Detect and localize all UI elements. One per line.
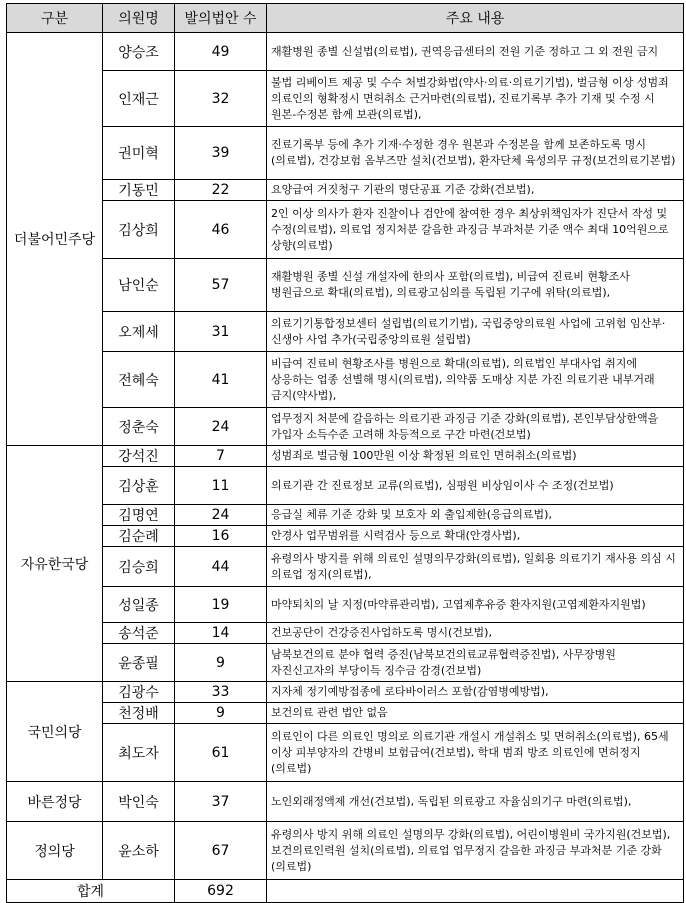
table-row	[7, 587, 684, 623]
total-bills: 692	[175, 880, 267, 903]
content-cell: 지자체 정기예방접종에 로타바이러스 포함(감염병예방법),	[267, 682, 684, 703]
table-body	[7, 33, 684, 880]
bill-count-cell: 61	[175, 724, 267, 782]
bill-count-cell: 9	[175, 644, 267, 682]
table-row	[7, 446, 684, 467]
member-name-cell: 성일종	[103, 587, 175, 623]
party-cell: 정의당	[7, 822, 103, 880]
content-cell: 마약퇴치의 날 지정(마약류관리법), 고엽제후유증 환자지원(고엽제환자지원법)	[267, 587, 684, 623]
header-bills: 발의법안 수	[175, 4, 267, 33]
content-cell: 불법 리베이트 제공 및 수수 처벌강화법(약사·의료·의료기기법), 벌금형 이상 성범죄 의료인의 형확정시 면허취소 근거마련(의료법), 진료기록부 추가 기재 및 수정 시 원본-수정본 함께 보관(의료법),	[267, 71, 684, 127]
member-name-cell: 전혜숙	[103, 352, 175, 408]
header-member: 의원명	[103, 4, 175, 33]
header-row	[7, 4, 684, 33]
content-cell: 의료기기통합정보센터 설립법(의료기기법), 국립중앙의료원 사업에 고위험 임산부·신생아 사업 추가(국립중앙의료원 설립법)	[267, 312, 684, 352]
content-cell: 남북보건의료 분야 협력 증진(남북보건의료교류협력증진법), 사무장병원 자진신고자의 부당이득 징수금 감경(건보법)	[267, 644, 684, 682]
content-cell: 응급실 체류 기준 강화 및 보호자 외 출입제한(응급의료법),	[267, 505, 684, 526]
content-cell: 요양급여 거짓청구 기관의 명단공표 기준 강화(건보법),	[267, 180, 684, 201]
bill-count-cell: 39	[175, 127, 267, 180]
header-content: 주요 내용	[267, 4, 684, 33]
bill-count-cell: 57	[175, 259, 267, 312]
table-row	[7, 682, 684, 703]
table-row	[7, 703, 684, 724]
member-name-cell: 윤종필	[103, 644, 175, 682]
header-party: 구분	[7, 4, 103, 33]
table-row	[7, 180, 684, 201]
table-row	[7, 467, 684, 505]
member-name-cell: 강석진	[103, 446, 175, 467]
total-label: 합계	[7, 880, 175, 903]
table-row	[7, 505, 684, 526]
bill-count-cell: 22	[175, 180, 267, 201]
member-name-cell: 김순례	[103, 526, 175, 547]
member-name-cell: 김승희	[103, 547, 175, 587]
bill-count-cell: 9	[175, 703, 267, 724]
content-cell: 비급여 진료비 현황조사를 병원으로 확대(의료법), 의료법인 부대사업 취지에 상응하는 업종 선별해 명시(의료법), 의약품 도매상 지분 가진 의료기관 내부거래 금지(약사법),	[267, 352, 684, 408]
member-name-cell: 천정배	[103, 703, 175, 724]
content-cell: 2인 이상 의사가 환자 진찰이나 검안에 참여한 경우 최상위책임자가 진단서 작성 및 수정(의료법), 의료업 정지처분 갈음한 과징금 부과처분 기준 액수 최대 10억원으로 상향(의료법)	[267, 201, 684, 259]
member-name-cell: 송석준	[103, 623, 175, 644]
table-row	[7, 312, 684, 352]
member-name-cell: 남인순	[103, 259, 175, 312]
total-row	[7, 880, 684, 903]
content-cell: 안경사 업무범위를 시력검사 등으로 확대(안경사법),	[267, 526, 684, 547]
bill-count-cell: 41	[175, 352, 267, 408]
member-name-cell: 양승조	[103, 33, 175, 71]
bill-count-cell: 33	[175, 682, 267, 703]
content-cell: 유령의사 방지 위해 의료인 설명의무 강화(의료법), 어린이병원비 국가지원(건보법), 보건의료인력원 설치(의료법), 의료업 업무정지 갈음한 과징금 부과처분 기준 강화(의료법)	[267, 822, 684, 880]
member-name-cell: 김명연	[103, 505, 175, 526]
table-row	[7, 623, 684, 644]
member-name-cell: 기동민	[103, 180, 175, 201]
party-cell: 자유한국당	[7, 446, 103, 682]
bill-count-cell: 32	[175, 71, 267, 127]
member-name-cell: 김상희	[103, 201, 175, 259]
content-cell: 유령의사 방지를 위해 의료인 설명의무강화(의료법), 일회용 의료기기 재사용 의심 시 의료업 정지(의료법),	[267, 547, 684, 587]
content-cell: 건보공단이 건강증진사업하도록 명시(건보법),	[267, 623, 684, 644]
party-cell: 바른정당	[7, 782, 103, 822]
member-name-cell: 김상훈	[103, 467, 175, 505]
total-empty	[267, 880, 684, 903]
table-row	[7, 822, 684, 880]
table-row	[7, 644, 684, 682]
bill-count-cell: 49	[175, 33, 267, 71]
member-name-cell: 정춘숙	[103, 408, 175, 446]
member-name-cell: 최도자	[103, 724, 175, 782]
bill-count-cell: 67	[175, 822, 267, 880]
table-row	[7, 201, 684, 259]
content-cell: 진료기록부 등에 추가 기재·수정한 경우 원본과 수정본을 함께 보존하도록 명시(의료법), 건강보험 옴부즈만 설치(건보법), 환자단체 육성의무 규정(보건의료기본법)	[267, 127, 684, 180]
bill-count-cell: 24	[175, 408, 267, 446]
bill-count-cell: 11	[175, 467, 267, 505]
bill-count-cell: 14	[175, 623, 267, 644]
content-cell: 노인외래정액제 개선(건보법), 독립된 의료광고 자율심의기구 마련(의료법),	[267, 782, 684, 822]
party-cell: 더불어민주당	[7, 33, 103, 446]
bill-count-cell: 16	[175, 526, 267, 547]
member-name-cell: 오제세	[103, 312, 175, 352]
table-row	[7, 724, 684, 782]
member-name-cell: 권미혁	[103, 127, 175, 180]
content-cell: 재활병원 종별 신설 개설자에 한의사 포함(의료법), 비급여 진료비 현황조사 병원급으로 확대(의료법), 의료광고심의를 독립된 기구에 위탁(의료법),	[267, 259, 684, 312]
table-row	[7, 71, 684, 127]
content-cell: 성범죄로 벌금형 100만원 이상 확정된 의료인 면허취소(의료법)	[267, 446, 684, 467]
content-cell: 업무정지 처분에 갈음하는 의료기관 과징금 기준 강화(의료법), 본인부담상한액을 가입자 소득수준 고려해 차등적으로 구간 마련(건보법)	[267, 408, 684, 446]
content-cell: 의료인이 다른 의료인 명의로 의료기관 개설시 개설취소 및 면허취소(의료법), 65세 이상 피부양자의 간병비 보험급여(건보법), 학대 범죄 방조 의료인에 면허정지(의료법)	[267, 724, 684, 782]
bill-count-cell: 37	[175, 782, 267, 822]
content-cell: 재활병원 종별 신설법(의료법), 권역응급센터의 전원 기준 정하고 그 외 전원 금지	[267, 33, 684, 71]
bill-count-cell: 44	[175, 547, 267, 587]
table-row	[7, 127, 684, 180]
content-cell: 의료기관 간 진료정보 교류(의료법), 심평원 비상임이사 수 조정(건보법)	[267, 467, 684, 505]
member-name-cell: 윤소하	[103, 822, 175, 880]
table-row	[7, 259, 684, 312]
bill-count-cell: 24	[175, 505, 267, 526]
content-cell: 보건의료 관련 법안 없음	[267, 703, 684, 724]
bills-table	[6, 3, 684, 903]
table-row	[7, 526, 684, 547]
table-row	[7, 33, 684, 71]
bill-count-cell: 46	[175, 201, 267, 259]
table-row	[7, 547, 684, 587]
bill-count-cell: 31	[175, 312, 267, 352]
party-cell: 국민의당	[7, 682, 103, 782]
bill-count-cell: 7	[175, 446, 267, 467]
table-row	[7, 352, 684, 408]
member-name-cell: 인재근	[103, 71, 175, 127]
member-name-cell: 김광수	[103, 682, 175, 703]
bill-count-cell: 19	[175, 587, 267, 623]
member-name-cell: 박인숙	[103, 782, 175, 822]
table-row	[7, 408, 684, 446]
table-row	[7, 782, 684, 822]
